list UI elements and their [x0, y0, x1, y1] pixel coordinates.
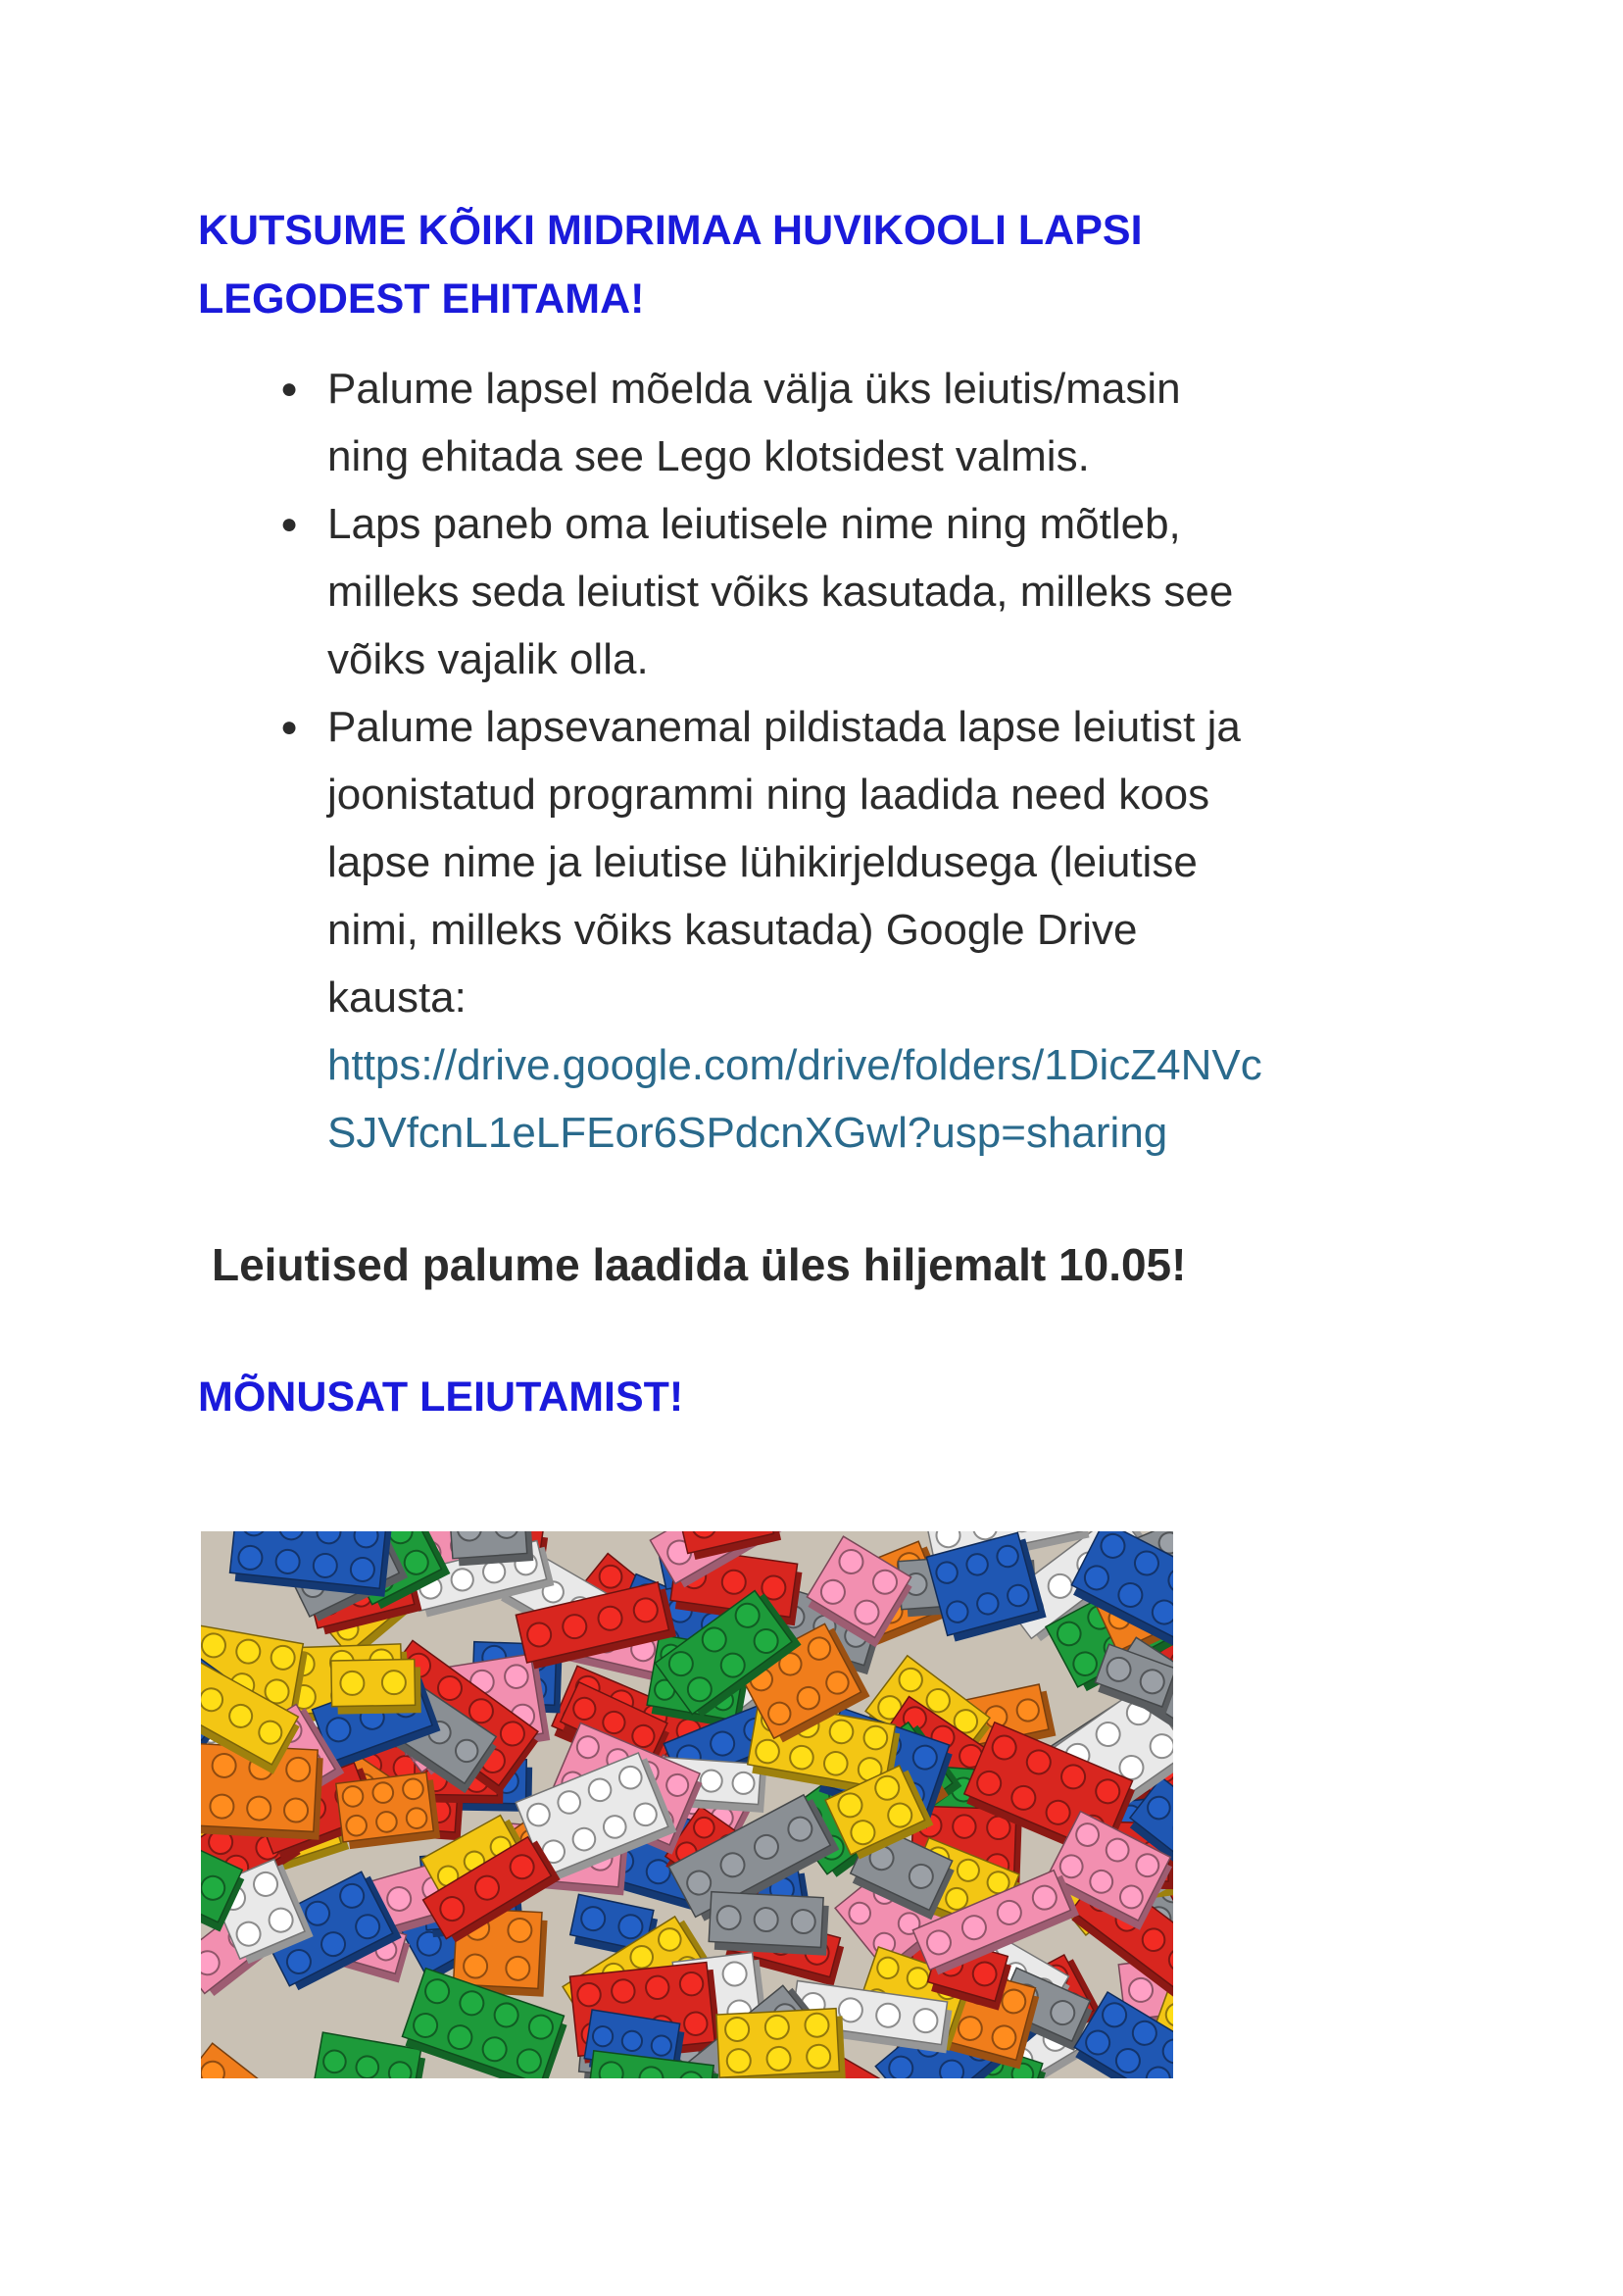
list-item-line: milleks seda leiutist võiks kasutada, milleks see — [327, 568, 1234, 616]
drive-link[interactable]: SJVfcnL1eLFEor6SPdcnXGwl?usp=sharing — [327, 1109, 1168, 1157]
lego-bricks-image — [201, 1531, 1173, 2078]
page-title — [198, 196, 1423, 333]
list-item-line: lapse nime ja leiutise lühikirjeldusega (leiutise — [327, 838, 1198, 886]
title-line: KUTSUME KÕIKI MIDRIMAA HUVIKOOLI LAPSI — [198, 207, 1143, 254]
list-item-line: ning ehitada see Lego klotsidest valmis. — [327, 432, 1090, 480]
lego-brick — [449, 1531, 533, 1567]
list-item-line: nimi, milleks võiks kasutada) Google Drive — [327, 906, 1138, 954]
list-item-line: Palume lapsevanemal pildistada lapse leiutist ja — [327, 703, 1241, 751]
list-item-line: võiks vajalik olla. — [327, 635, 649, 683]
closing-heading: MÕNUSAT LEIUTAMIST! — [198, 1373, 684, 1421]
bullet-icon: ● — [280, 508, 299, 540]
lego-brick — [716, 2008, 846, 2078]
lego-brick — [201, 2043, 305, 2078]
lego-brick — [709, 1892, 829, 1956]
list-item — [280, 490, 1417, 693]
lego-brick — [229, 1531, 393, 1597]
list-item — [280, 355, 1417, 490]
title-line: LEGODEST EHITAMA! — [198, 275, 645, 323]
bullet-icon: ● — [280, 373, 299, 405]
deadline-text: Leiutised palume laadida üles hiljemalt 10.05! — [212, 1239, 1187, 1290]
list-item — [280, 693, 1417, 1167]
instructions-list — [280, 355, 1417, 1167]
drive-link[interactable]: https://drive.google.com/drive/folders/1DicZ4NVc — [327, 1041, 1262, 1089]
list-item-line: kausta: — [327, 973, 467, 1022]
list-item-line: Laps paneb oma leiutisele nime ning mõtleb, — [327, 500, 1181, 548]
list-item-line: joonistatud programmi ning laadida need koos — [327, 771, 1210, 819]
bullet-icon: ● — [280, 711, 299, 743]
list-item-line: Palume lapsel mõelda välja üks leiutis/masin — [327, 365, 1181, 413]
lego-brick — [331, 1659, 421, 1714]
lego-brick — [336, 1772, 440, 1850]
lego-bricks-illustration — [201, 1531, 1173, 2078]
